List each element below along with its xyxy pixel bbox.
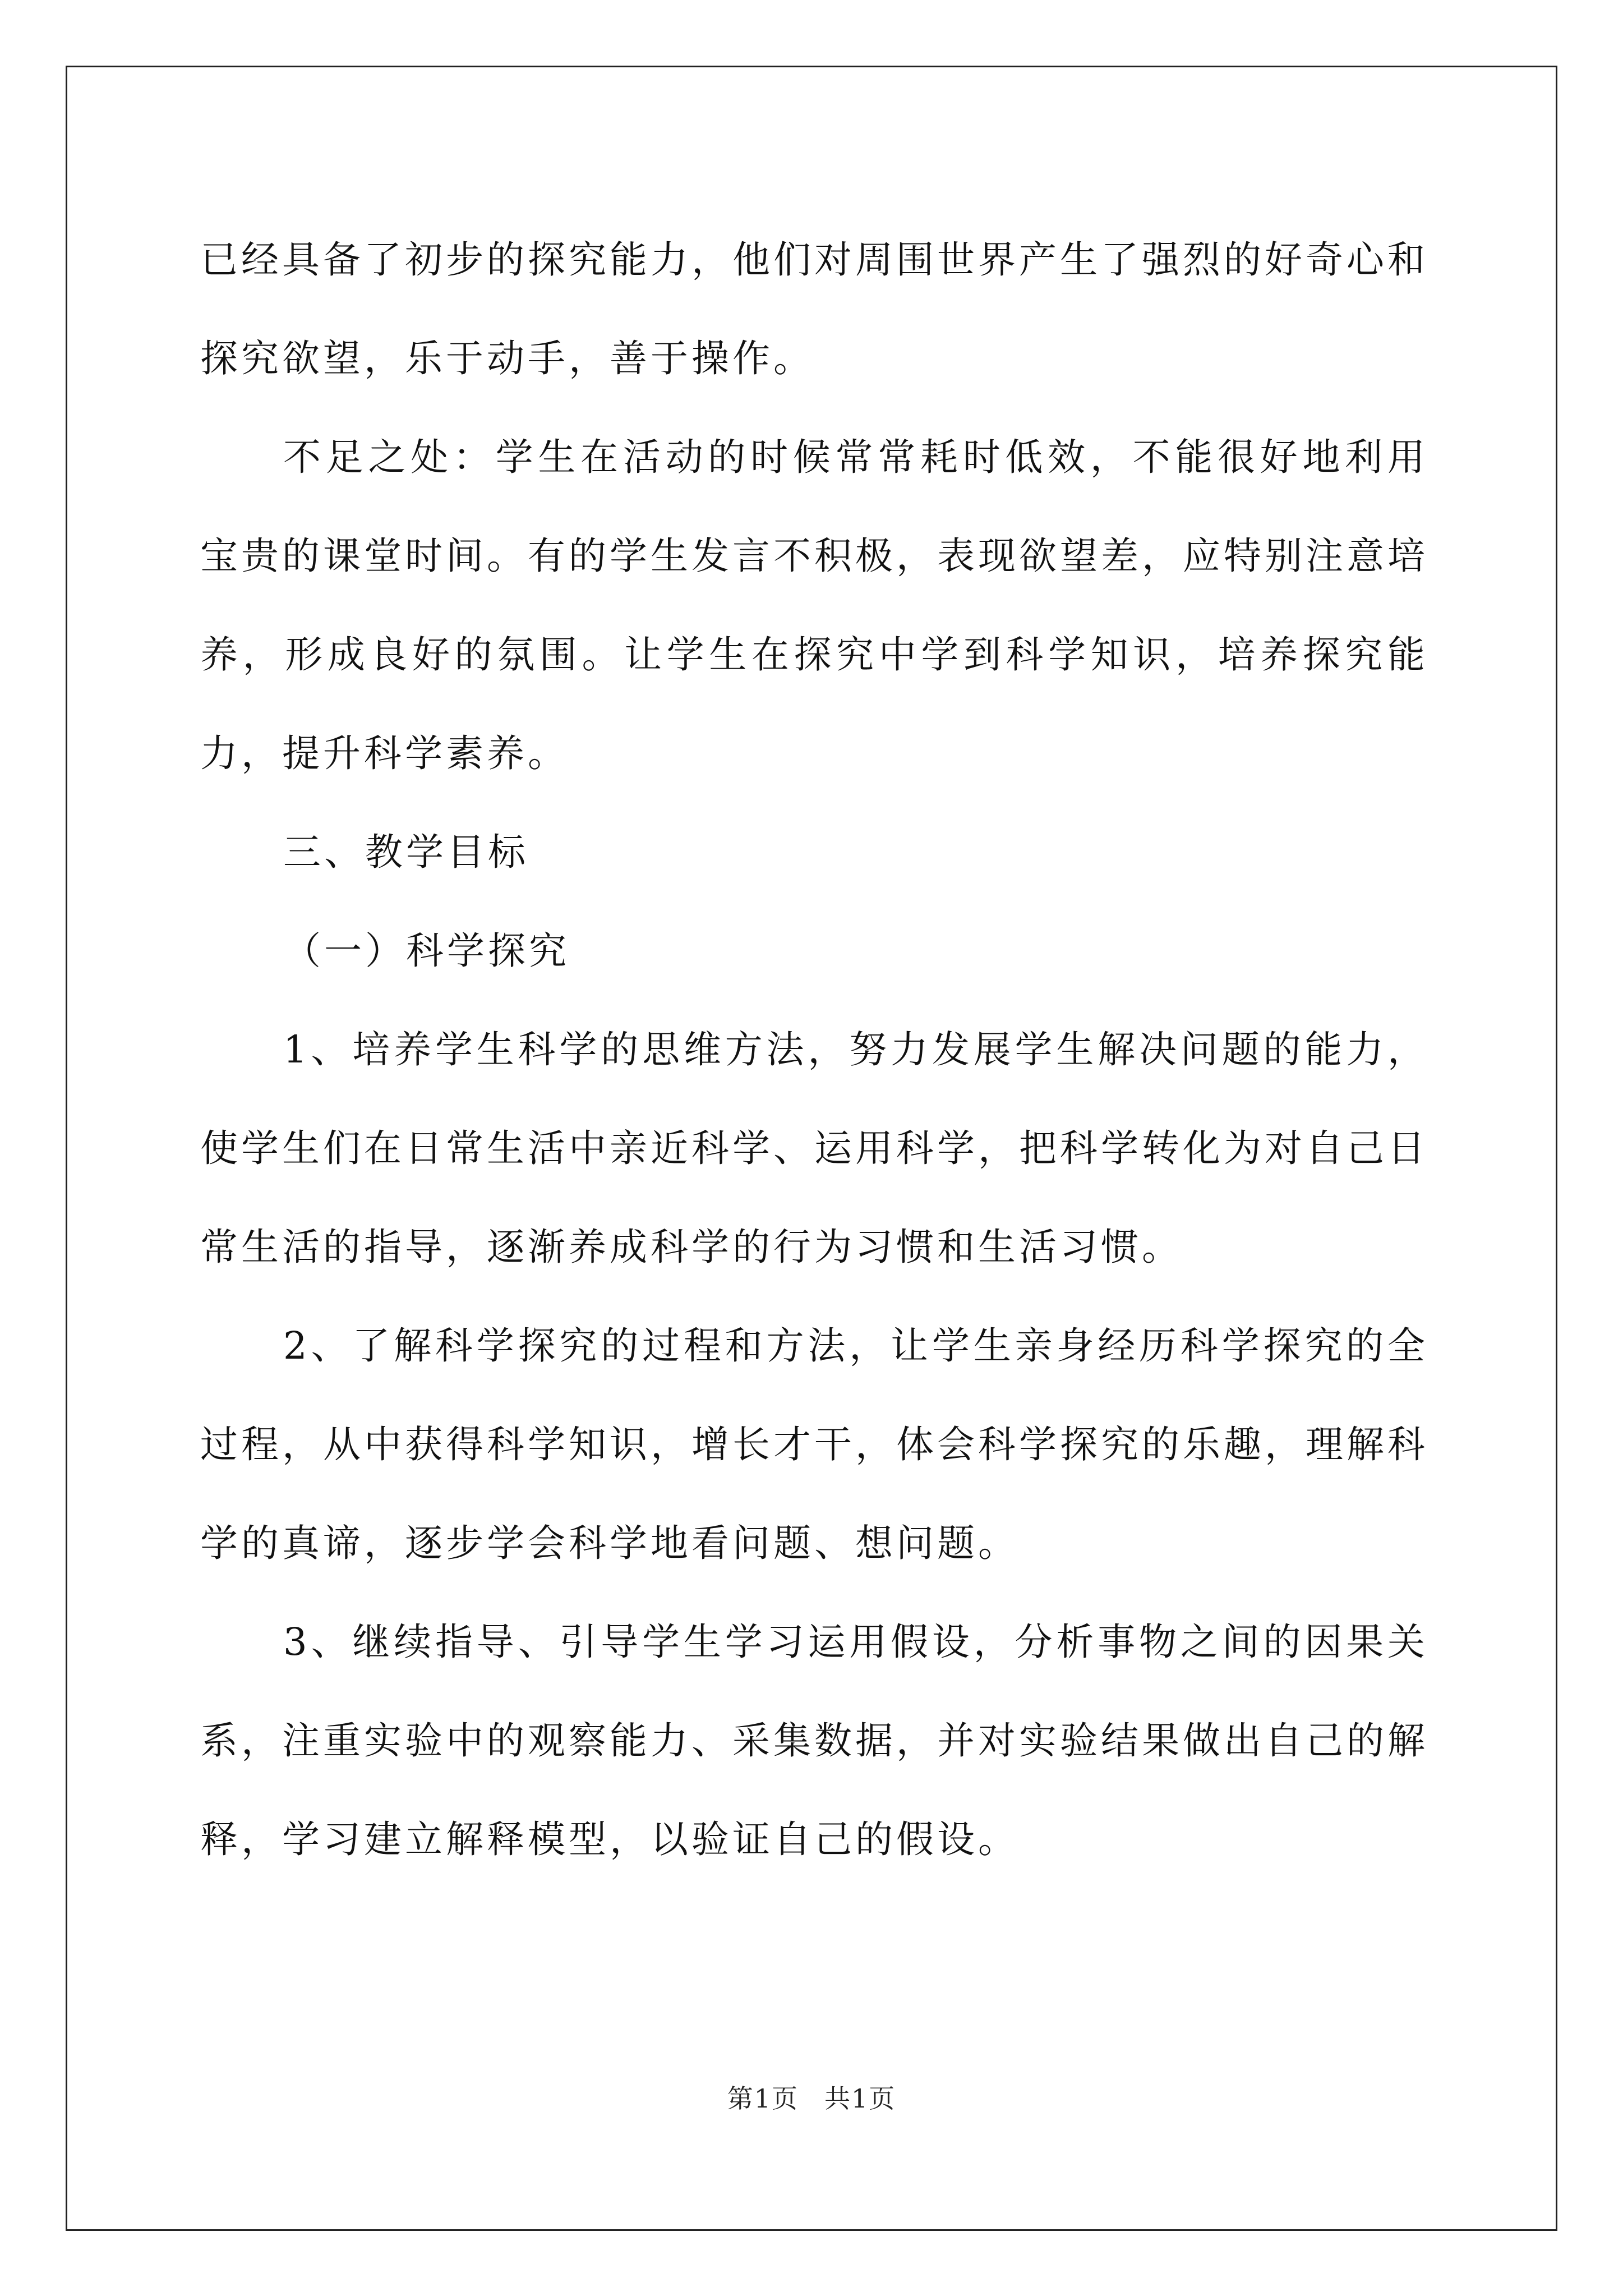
total-pages: 共1页 xyxy=(824,2083,896,2114)
paragraph-2: 不足之处：学生在活动的时候常常耗时低效，不能很好地利用宝贵的课堂时间。有的学生发言不积极，表现欲望差，应特别注意培养，形成良好的氛围。让学生在探究中学到科学知识，培养探究能力，提升科学素养。 xyxy=(200,435,1428,775)
list-item-2: 2、了解科学探究的过程和方法，让学生亲身经历科学探究的全过程，从中获得科学知识，增长才干，体会科学探究的乐趣，理解科学的真谛，逐步学会科学地看问题、想问题。 xyxy=(200,1324,1428,1565)
page-number: 第1页 xyxy=(727,2083,799,2114)
paragraph-1: 已经具备了初步的探究能力，他们对周围世界产生了强烈的好奇心和探究欲望，乐于动手，善于操作。 xyxy=(200,238,1428,380)
list-item-3: 3、继续指导、引导学生学习运用假设，分析事物之间的因果关系，注重实验中的观察能力、采集数据，并对实验结果做出自己的解释，学习建立解释模型，以验证自己的假设。 xyxy=(200,1620,1428,1861)
section-heading: 三、教学目标 xyxy=(283,830,529,874)
page-footer xyxy=(0,2078,1623,2115)
list-item-1: 1、培养学生科学的思维方法，努力发展学生解决问题的能力，使学生们在日常生活中亲近科学、运用科学，把科学转化为对自己日常生活的指导，逐渐养成科学的行为习惯和生活习惯。 xyxy=(200,1028,1428,1269)
subsection-heading: （一）科学探究 xyxy=(283,929,570,973)
document-body xyxy=(200,210,1428,1889)
